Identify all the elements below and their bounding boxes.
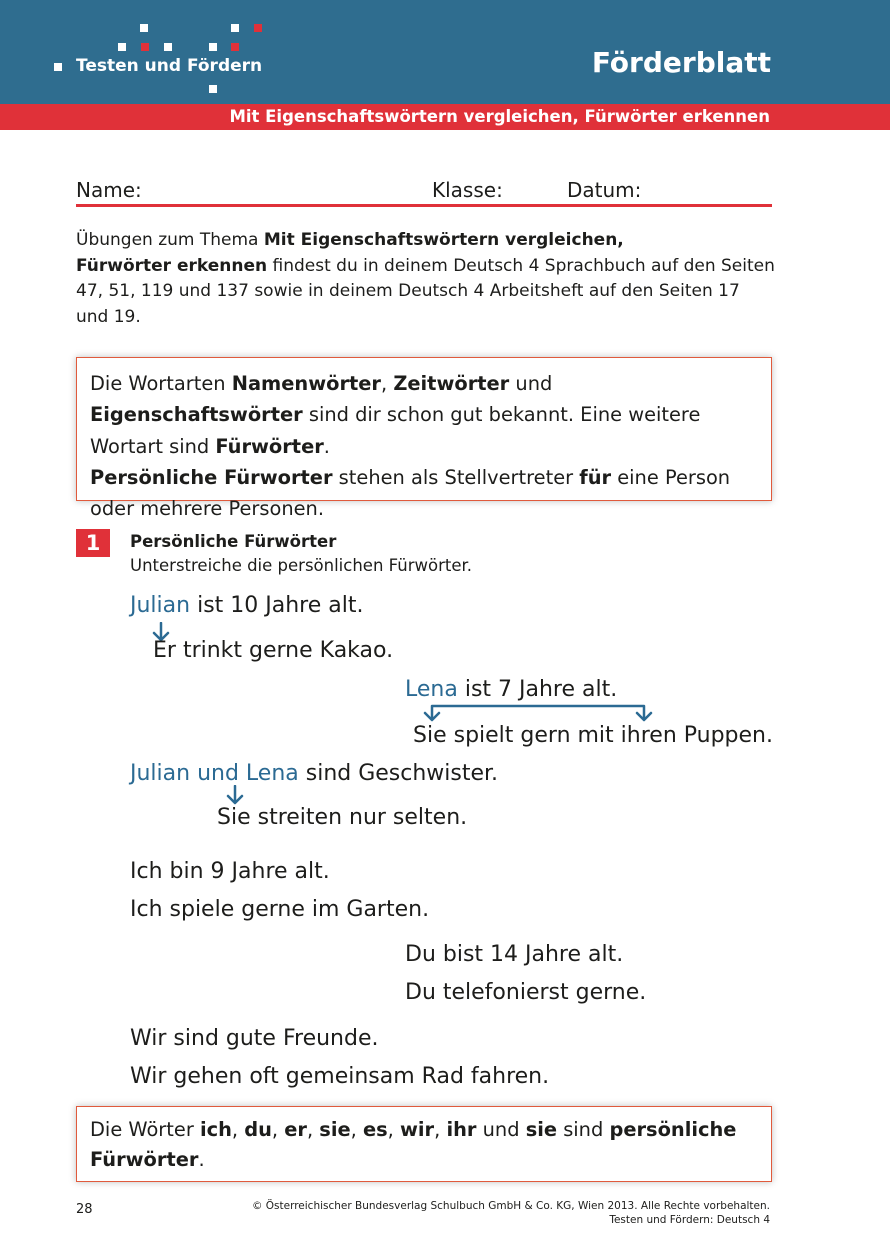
exercise-sentence: Ich spiele gerne im Garten. <box>130 897 430 922</box>
page-subtitle: Mit Eigenschaftswörtern vergleichen, Fürwörter erkennen <box>229 107 770 126</box>
date-label: Datum: <box>567 178 642 202</box>
page-title: Förderblatt <box>591 46 771 79</box>
example-2-pronoun-sentence: Sie spielt gern mit ihren Puppen. <box>413 723 773 748</box>
form-underline <box>76 204 772 207</box>
exercise-instruction: Unterstreiche die persönlichen Fürwörter. <box>130 556 472 575</box>
info-box-text: Die Wortarten Namenwörter, Zeitwörter und Eigenschaftswörter sind dir schon gut bekannt. Eine weitere Wortart sind Fürwörter. Persönliche Fürworter stehen als Stellvertreter für eine Person oder mehrere Personen. <box>90 372 731 521</box>
summary-box-text: Die Wörter ich, du, er, sie, es, wir, ihr und sie sind persönliche Fürwörter. <box>90 1118 737 1171</box>
example-3-sentence: Julian und Lena sind Geschwister. <box>130 761 499 786</box>
example-2-sentence: Lena ist 7 Jahre alt. <box>405 677 618 702</box>
example-3-pronoun-sentence: Sie streiten nur selten. <box>217 805 468 830</box>
intro-text: Übungen zum Thema Mit Eigenschaftswörtern vergleichen, Fürwörter erkennen findest du in deinem Deutsch 4 Sprachbuch auf den Seiten 47, 51, 119 und 137 sowie in deinem Deutsch 4 Arbeitsheft auf den Seiten 17 und 19. <box>76 230 775 328</box>
brand-bullet <box>54 63 62 71</box>
exercise-sentence: Wir gehen oft gemeinsam Rad fahren. <box>130 1064 550 1089</box>
footer-copyright: © Österreichischer Bundesverlag Schulbuch GmbH & Co. KG, Wien 2013. Alle Rechte vorbehalten. Testen und Fördern: Deutsch 4 <box>251 1200 770 1226</box>
exercise-sentence: Ich bin 9 Jahre alt. <box>130 859 330 884</box>
subtitle-bar <box>0 104 890 130</box>
exercise-sentence: Du telefonierst gerne. <box>405 980 647 1005</box>
example-1-pronoun-sentence: Er trinkt gerne Kakao. <box>153 638 394 663</box>
name-label: Name: <box>76 178 142 202</box>
example-1-sentence: Julian ist 10 Jahre alt. <box>130 593 364 618</box>
arrow-down-icon <box>224 785 248 807</box>
class-label: Klasse: <box>432 178 503 202</box>
brand-name: Testen und Fördern <box>76 56 263 76</box>
exercise-sentence: Du bist 14 Jahre alt. <box>405 942 624 967</box>
exercise-title: Persönliche Fürwörter <box>130 532 337 551</box>
page-number: 28 <box>76 1202 93 1217</box>
exercise-number: 1 <box>76 529 110 557</box>
exercise-sentence: Wir sind gute Freunde. <box>130 1026 379 1051</box>
